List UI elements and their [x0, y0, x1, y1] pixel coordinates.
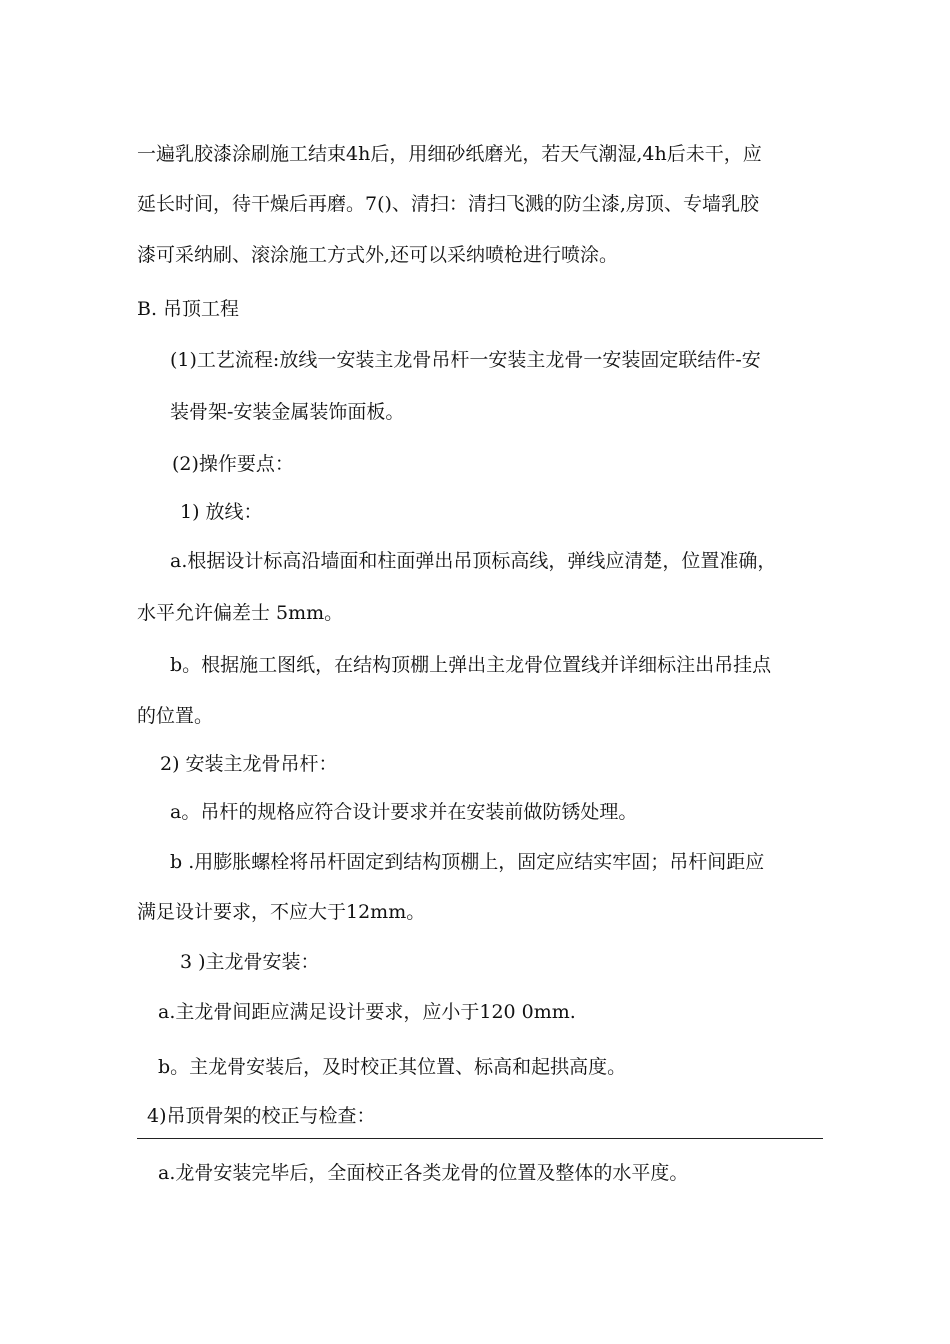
step1-b-line-1: b。根据施工图纸，在结构顶棚上弹出主龙骨位置线并详细标注出吊挂点: [170, 654, 772, 676]
step4-title: 4)吊顶骨架的校正与检查：: [147, 1105, 376, 1127]
step3-title: 3 )主龙骨安装：: [180, 951, 320, 973]
step2-a: a。吊杆的规格应符合设计要求并在安装前做防锈处理。: [170, 801, 638, 823]
step2-b-line-2: 满足设计要求，不应大于12mm。: [137, 901, 426, 923]
horizontal-rule: [137, 1138, 823, 1139]
step1-title: 1) 放线：: [180, 501, 263, 523]
paint-text-line-1: 一遍乳胶漆涂刷施工结束4h后，用细砂纸磨光，若天气潮湿,4h后未干，应: [137, 143, 762, 165]
step2-title: 2) 安装主龙骨吊杆：: [160, 753, 338, 775]
key-points-heading: (2)操作要点：: [172, 453, 294, 475]
step3-b: b。主龙骨安装后，及时校正其位置、标高和起拱高度。: [158, 1056, 627, 1078]
step1-a-line-1: a.根据设计标高沿墙面和柱面弹出吊顶标高线，弹线应清楚，位置准确，: [170, 550, 777, 572]
paint-text-line-2: 延长时间，待干燥后再磨。7()、清扫：清扫飞溅的防尘漆,房顶、专墙乳胶: [137, 193, 759, 215]
step1-b-line-2: 的位置。: [137, 705, 214, 727]
step4-a: a.龙骨安装完毕后，全面校正各类龙骨的位置及整体的水平度。: [158, 1162, 689, 1184]
paint-text-line-3: 漆可采纳刷、滚涂施工方式外,还可以采纳喷枪进行喷涂。: [137, 244, 619, 266]
step1-a-line-2: 水平允许偏差士 5mm。: [137, 602, 344, 624]
process-line-2: 装骨架-安装金属装饰面板。: [170, 401, 405, 423]
process-line-1: (1)工艺流程:放线一安装主龙骨吊杆一安装主龙骨一安装固定联结件-安: [170, 349, 761, 371]
section-heading: B. 吊顶工程: [137, 298, 240, 320]
step2-b-line-1: b .用膨胀螺栓将吊杆固定到结构顶棚上，固定应结实牢固；吊杆间距应: [170, 851, 765, 873]
step3-a: a.主龙骨间距应满足设计要求，应小于120 0mm.: [158, 1001, 576, 1023]
